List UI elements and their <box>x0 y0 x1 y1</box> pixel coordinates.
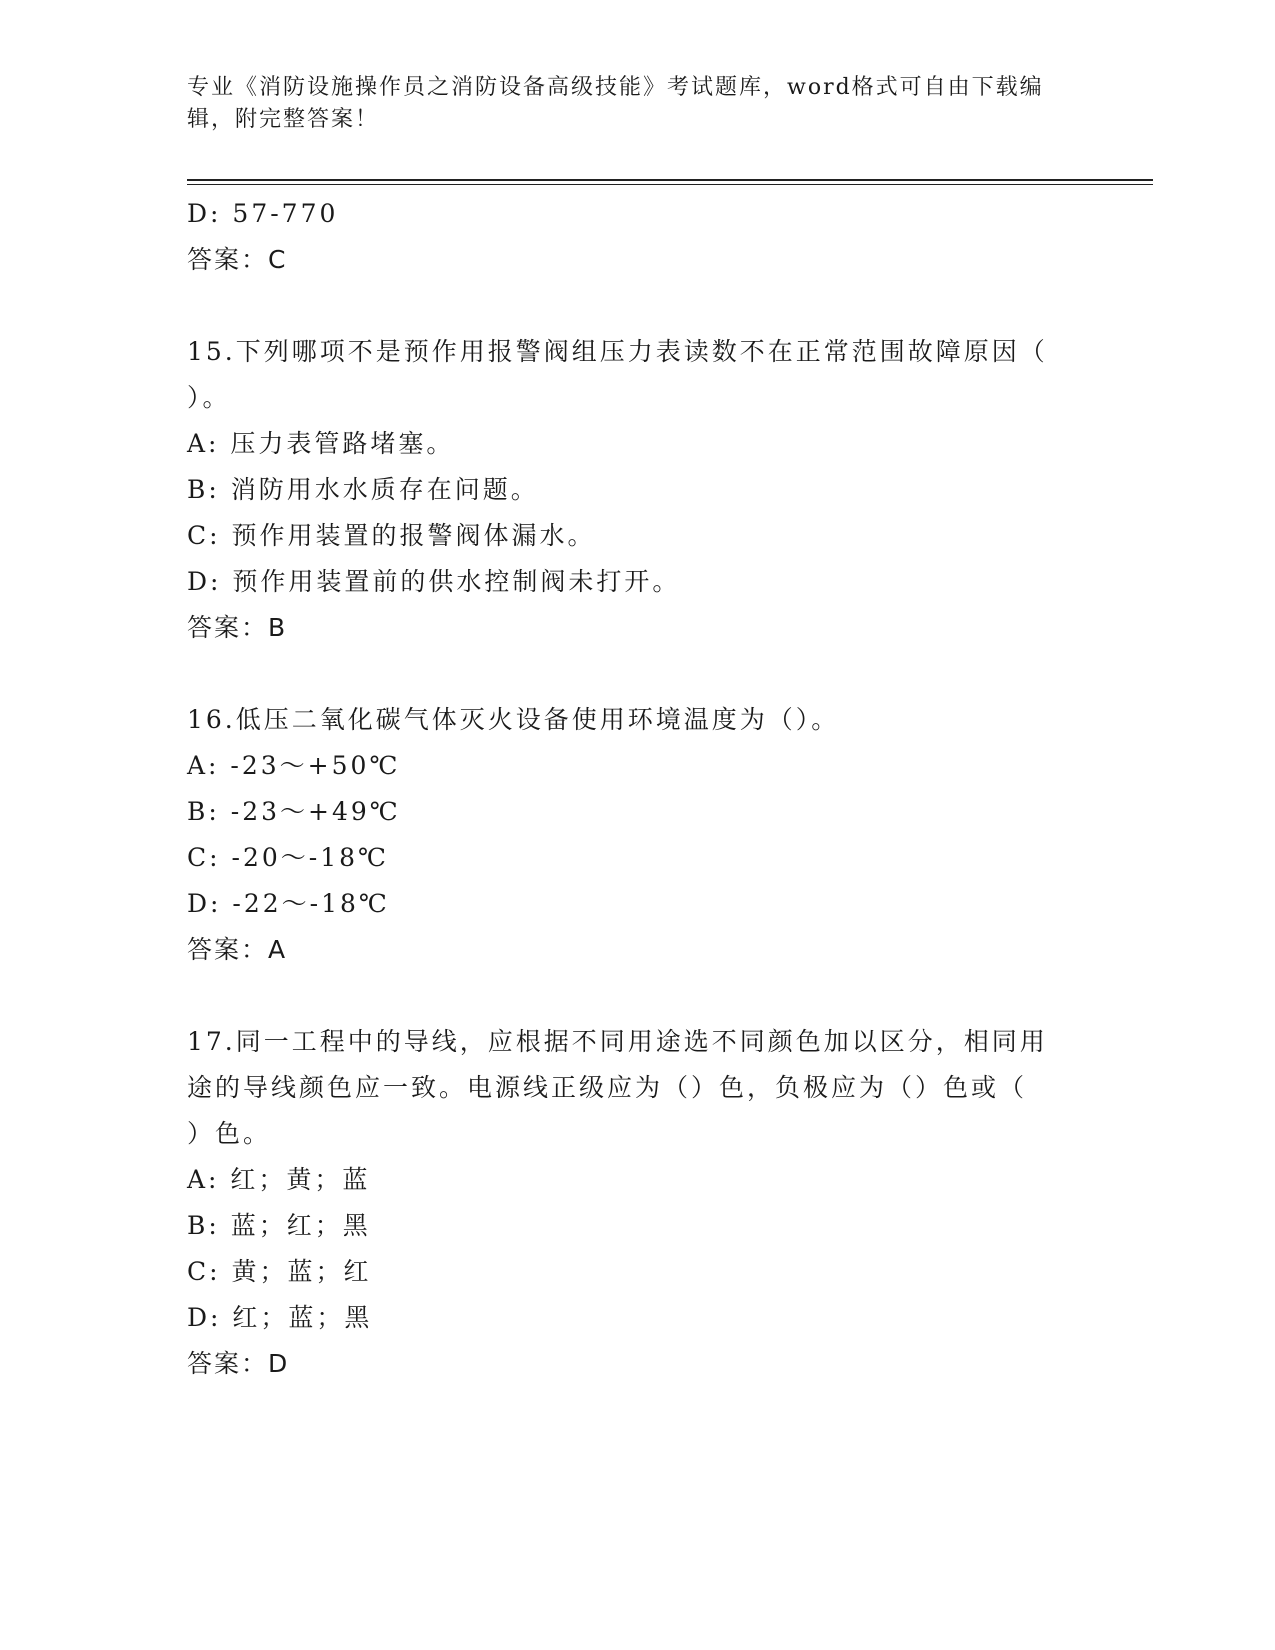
header-divider <box>187 179 1153 185</box>
answer: 答案：B <box>187 613 288 642</box>
answer: 答案：A <box>187 935 288 964</box>
spacer <box>187 973 1087 1019</box>
option-c: C: 黄；蓝；红 <box>187 1257 372 1286</box>
question-stem: 17.同一工程中的导线，应根据不同用途选不同颜色加以区分，相同用 <box>187 1027 1048 1056</box>
question-17 <box>187 1019 1087 1387</box>
spacer <box>187 651 1087 697</box>
option-d: D: 预作用装置前的供水控制阀未打开。 <box>187 567 681 596</box>
option-a: A: 红；黄；蓝 <box>187 1165 371 1194</box>
option-a: A: -23～+50℃ <box>187 751 401 780</box>
option-d: D: -22～-18℃ <box>187 889 390 918</box>
header-text: 专业《消防设施操作员之消防设备高级技能》考试题库，word格式可自由下载编辑，附完整答案！ <box>187 75 1044 132</box>
question-stem: ）色。 <box>187 1119 272 1148</box>
spacer <box>187 283 1087 329</box>
option-a: A: 压力表管路堵塞。 <box>187 429 455 458</box>
question-content <box>187 191 1087 1387</box>
option-c: C: 预作用装置的报警阀体漏水。 <box>187 521 596 550</box>
option-b: B: 蓝；红；黑 <box>187 1211 371 1240</box>
question-15 <box>187 329 1087 651</box>
page-header <box>187 72 1067 136</box>
option-b: B: 消防用水水质存在问题。 <box>187 475 539 504</box>
question-stem: ）。 <box>187 383 231 412</box>
question-stem: 途的导线颜色应一致。电源线正级应为（）色，负极应为（）色或（ <box>187 1073 1028 1102</box>
option-b: B: -23～+49℃ <box>187 797 401 826</box>
option-d: D: 红；蓝；黑 <box>187 1303 373 1332</box>
option-c: C: -20～-18℃ <box>187 843 389 872</box>
question-stem: 15.下列哪项不是预作用报警阀组压力表读数不在正常范围故障原因（ <box>187 337 1048 366</box>
prev-option-d: D: 57-770 <box>187 199 339 228</box>
question-16 <box>187 697 1087 973</box>
answer: 答案：D <box>187 1349 290 1378</box>
prev-answer: 答案：C <box>187 245 288 274</box>
question-stem: 16.低压二氧化碳气体灭火设备使用环境温度为（）。 <box>187 705 840 734</box>
